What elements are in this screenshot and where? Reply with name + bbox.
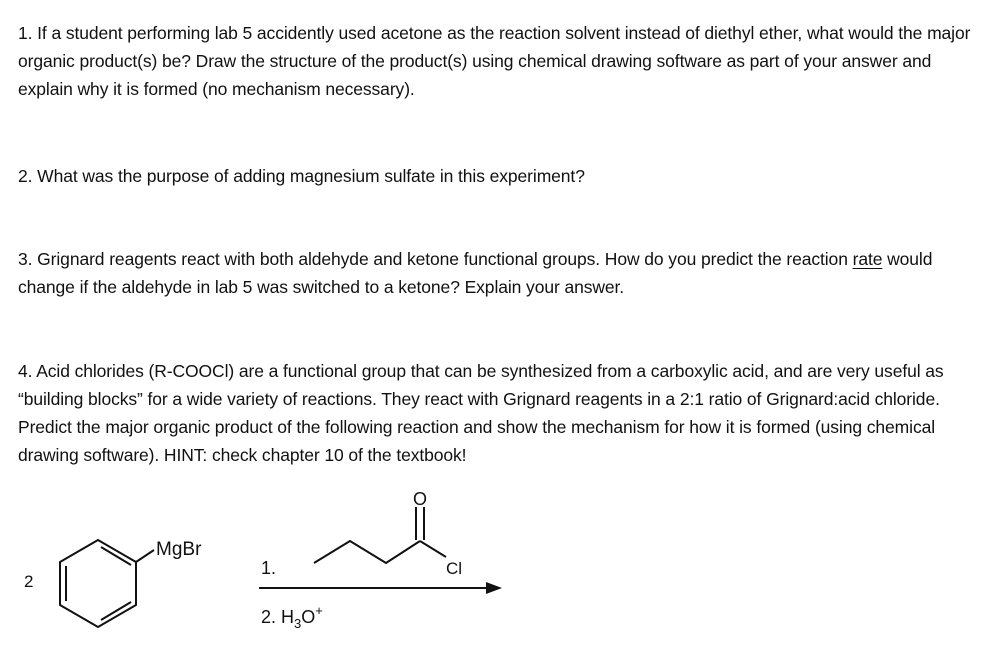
grignard-label: MgBr <box>156 539 202 560</box>
reaction-arrow <box>259 582 502 594</box>
carbon-magnesium-bond <box>136 550 154 562</box>
question-3-text-end: would change if the aldehyde in lab 5 was switched to a ketone? Explain your answer. <box>18 249 933 297</box>
step-1-label: 1. <box>261 558 277 578</box>
butanoyl-chloride-structure <box>314 507 446 563</box>
step-2-prefix: 2. H <box>261 607 295 627</box>
phenylmagnesium-bromide-structure <box>60 540 154 627</box>
benzene-ring <box>60 540 136 627</box>
carbon-chain <box>314 541 420 563</box>
question-3-text-start: 3. Grignard reagents react with both aldehyde and ketone functional groups. How do you predict the reaction <box>18 249 853 269</box>
reaction-scheme <box>0 480 987 671</box>
question-2: 2. What was the purpose of adding magnesium sulfate in this experiment? <box>18 166 585 186</box>
chlorine-label: Cl <box>446 559 463 578</box>
step-2-oxygen: O <box>301 607 316 627</box>
step-2-label <box>261 603 323 631</box>
step-2-superscript: + <box>315 603 323 618</box>
question-3 <box>18 245 978 301</box>
carbon-chlorine-bond <box>420 541 446 557</box>
question-1: 1. If a student performing lab 5 accidently used acetone as the reaction solvent instead of diethyl ether, what would the major organic product(s) be? Draw the structure of the product(s) using chemical drawing software as part of your answer and explain why it is formed (no mechanism necessary). <box>18 23 971 99</box>
arrow-head <box>486 582 502 594</box>
question-3-underlined-word: rate <box>852 249 883 269</box>
carbonyl-oxygen-label: O <box>413 489 428 509</box>
question-4: 4. Acid chlorides (R-COOCl) are a functional group that can be synthesized from a carboxylic acid, and are very useful as “building blocks” for a wide variety of reactions. They react with Grignard reagents in a 2:1 ratio of Grignard:acid chloride. Predict the major organic product of the following reaction and show the mechanism for how it is formed (using chemical drawing software). HINT: check chapter 10 of the textbook! <box>18 361 944 465</box>
step-2-subscript: 3 <box>294 616 302 631</box>
coefficient-label: 2 <box>24 572 34 591</box>
